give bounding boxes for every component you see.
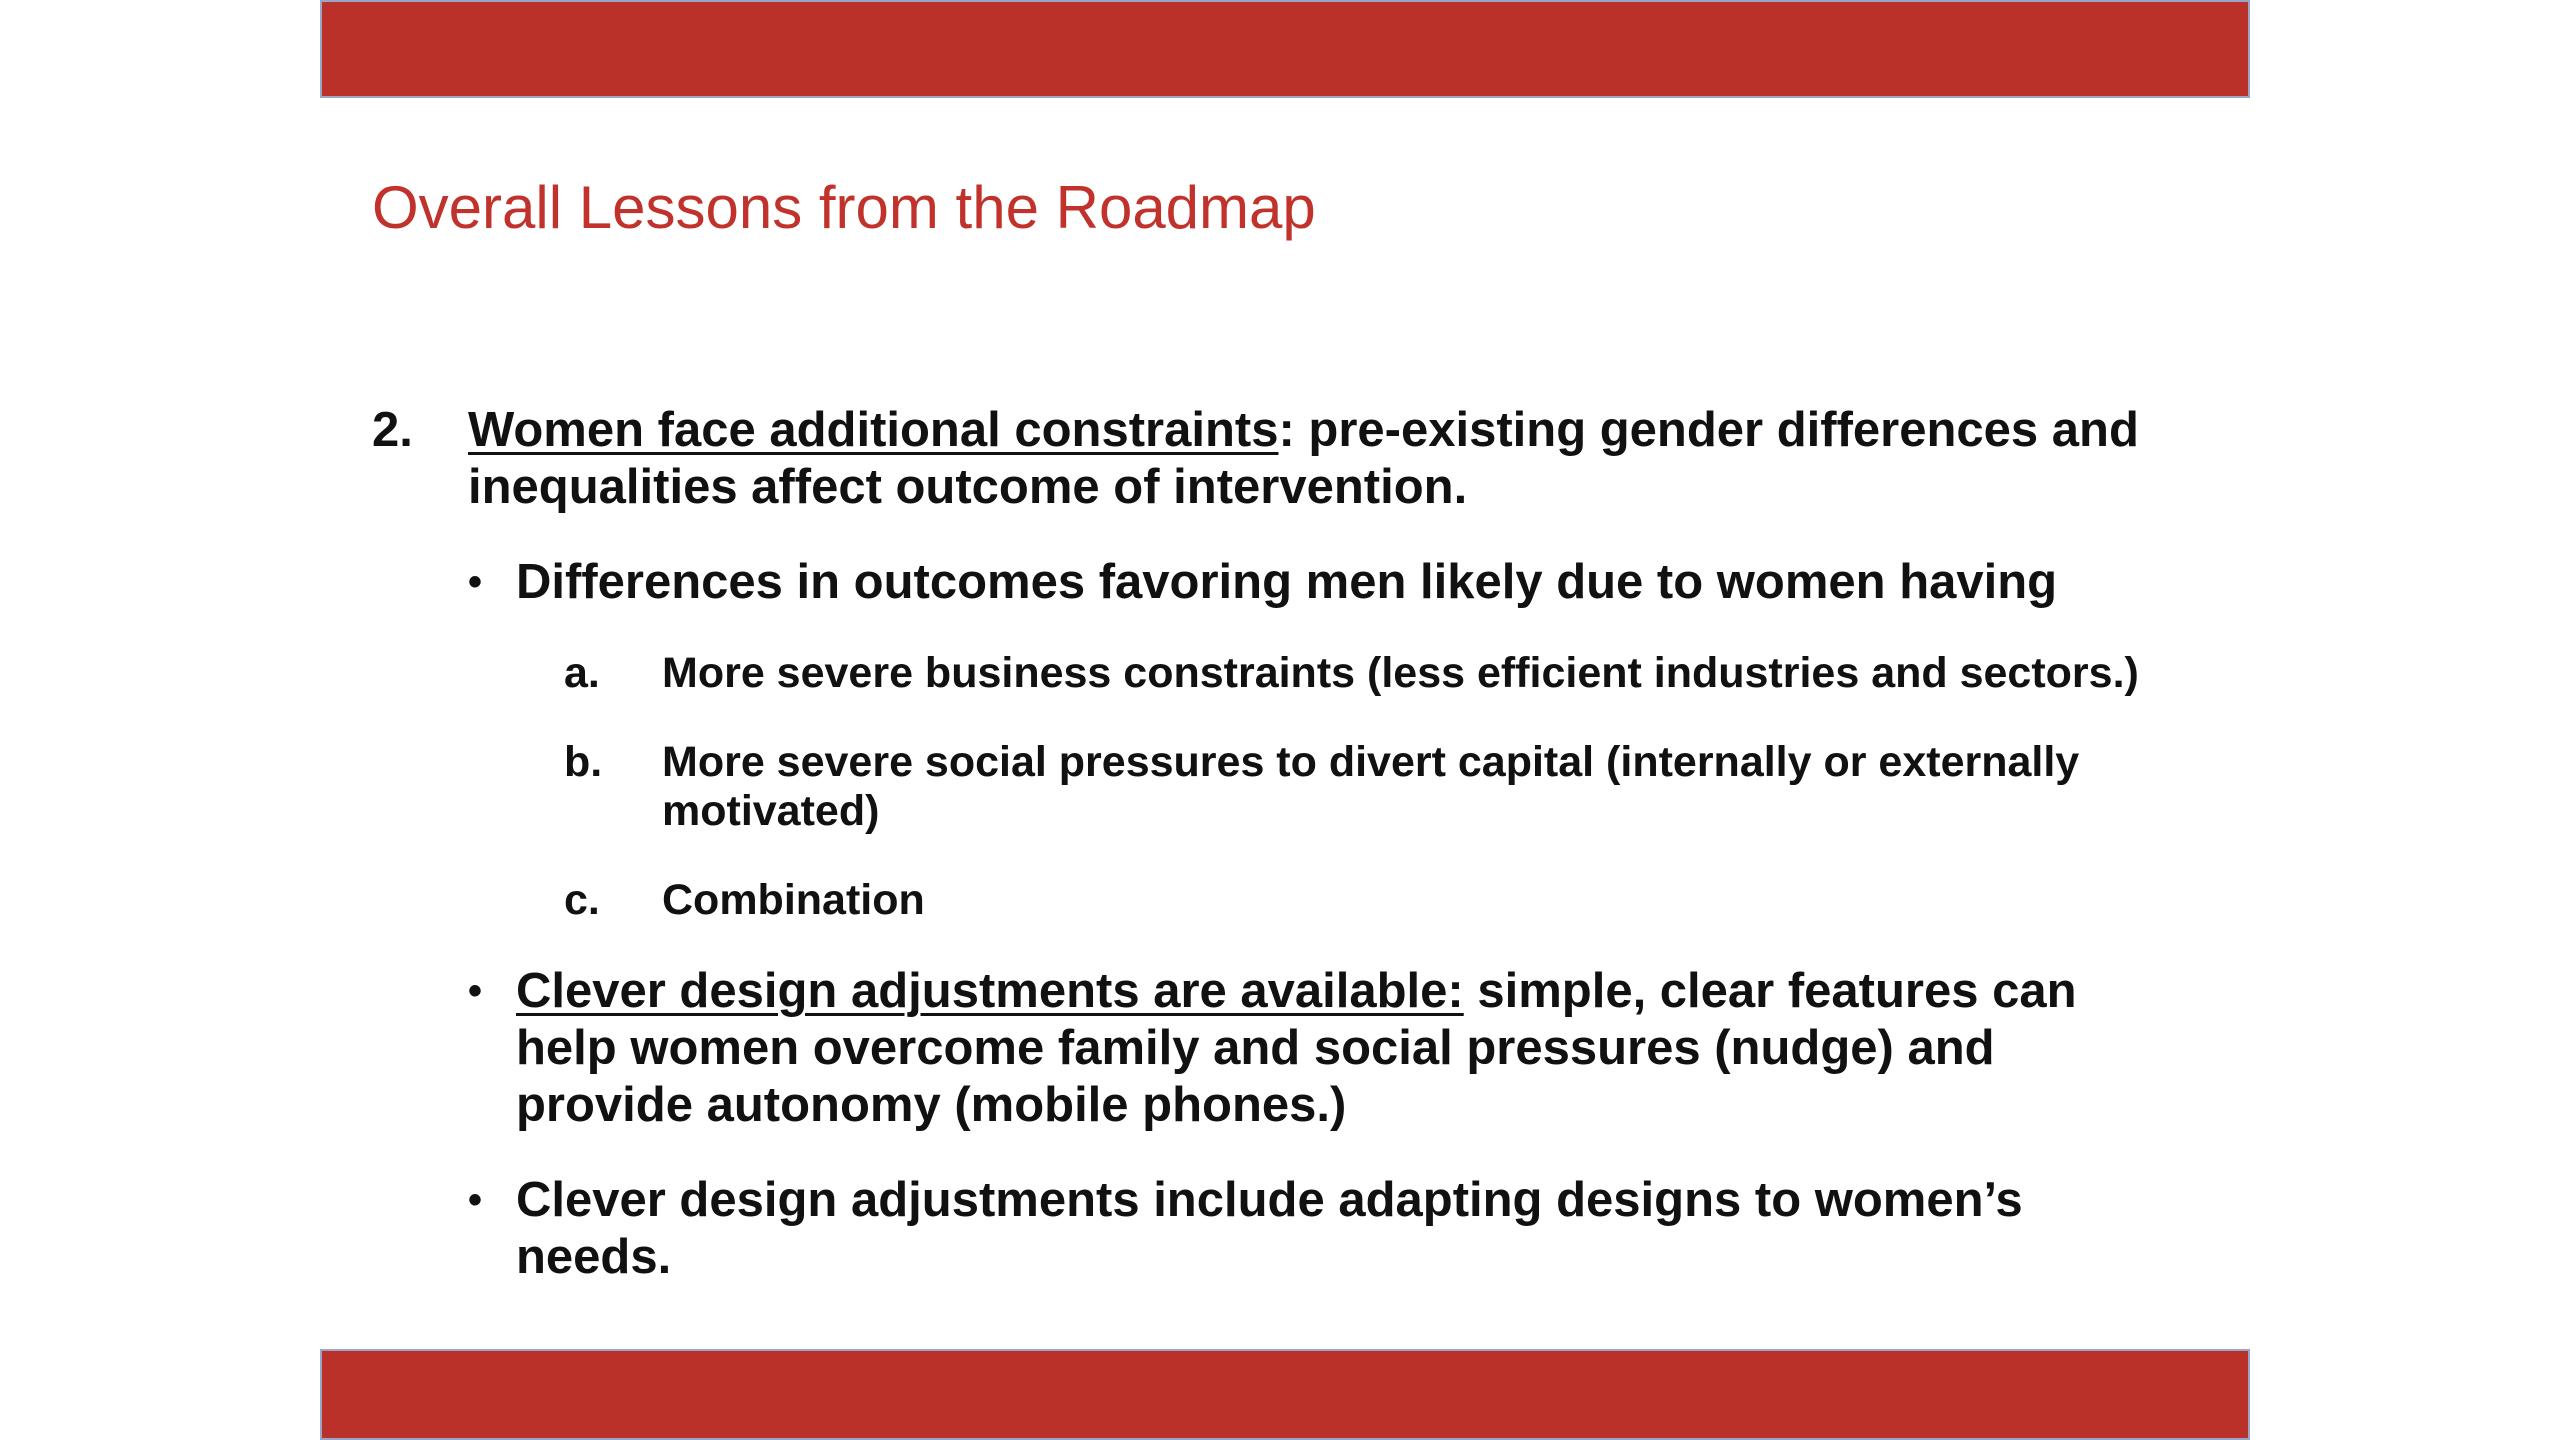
point-heading: Women face additional constraints bbox=[468, 403, 1279, 457]
bullet-text: simple, clear features can help women overcome family and social pressures (nudge) and provide autonomy (mobile phones.) bbox=[516, 964, 2077, 1132]
bullet-text: Clever design adjustments include adapting designs to women’s needs. bbox=[516, 1173, 2023, 1284]
slide-body bbox=[372, 402, 2172, 1286]
bullet-item bbox=[372, 963, 2172, 1134]
top-accent-bar bbox=[320, 0, 2250, 98]
bottom-accent-bar bbox=[320, 1349, 2250, 1440]
point-number: 2. bbox=[372, 403, 413, 457]
bullet-heading: Clever design adjustments are available: bbox=[516, 964, 1464, 1018]
sub-item-text: More severe social pressures to divert capital (internally or externally motivated) bbox=[662, 738, 2080, 835]
sub-item bbox=[372, 876, 2172, 925]
sub-item bbox=[372, 649, 2172, 698]
numbered-point bbox=[372, 402, 2172, 516]
bullet-dot: • bbox=[468, 1178, 483, 1222]
bullet-item bbox=[372, 554, 2172, 611]
bullet-dot: • bbox=[468, 969, 483, 1013]
sub-item-text: More severe business constraints (less efficient industries and sectors.) bbox=[662, 649, 2139, 697]
bullet-item bbox=[372, 1172, 2172, 1286]
sub-list bbox=[372, 649, 2172, 925]
sub-item-letter: a. bbox=[564, 649, 600, 697]
sub-item-letter: c. bbox=[564, 876, 600, 924]
bullet-dot: • bbox=[468, 560, 483, 604]
sub-item-text: Combination bbox=[662, 876, 925, 924]
sub-item-letter: b. bbox=[564, 738, 603, 786]
bullet-text: Differences in outcomes favoring men likely due to women having bbox=[516, 555, 2058, 609]
sub-item bbox=[372, 738, 2172, 836]
point-text: : pre-existing gender differences and inequalities affect outcome of intervention. bbox=[468, 403, 2139, 514]
slide-title: Overall Lessons from the Roadmap bbox=[372, 174, 1316, 241]
